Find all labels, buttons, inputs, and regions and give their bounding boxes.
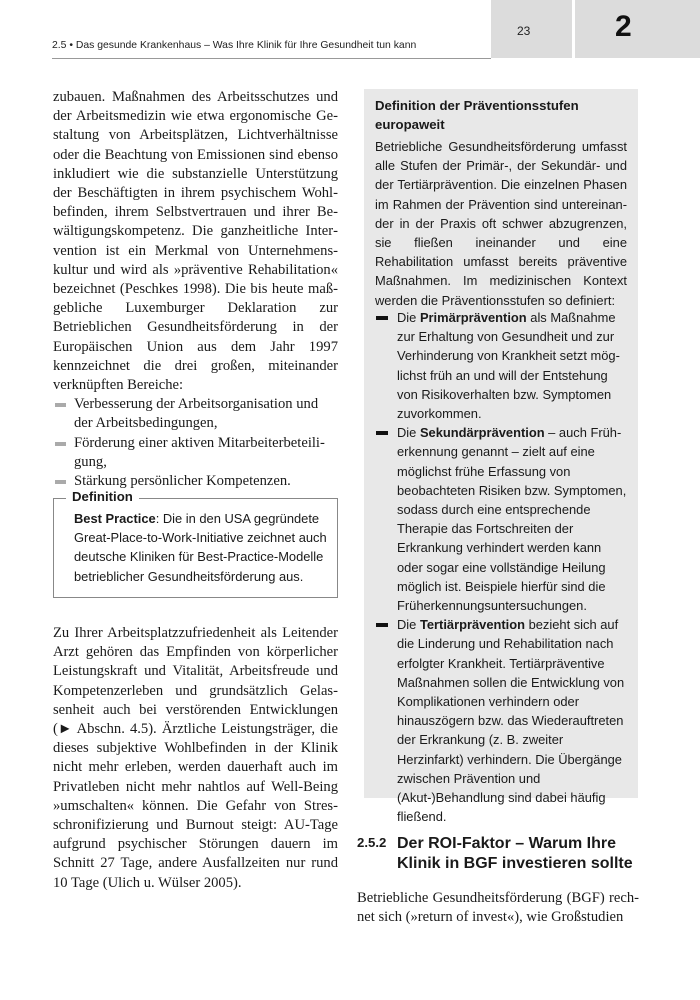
section-body: Betriebliche Gesundheitsförderung (BGF) rechnet sich (»return of invest«), wie Großstudien <box>357 890 639 926</box>
item-term: Primärprävention <box>419 310 527 325</box>
bullet-list <box>53 395 338 491</box>
item-text: – auch Früherkennung genannt – zielt auf eine möglichst frühe Erfassung von beobachteten Risiken bzw. Symptomen, sodass durch eine entsprechende Therapie das Fortschreiten der Erkrankung verhindert werden kann oder sogar eine vollständige Heilung möglich ist. Beispiele hierfür sind die Früherkennungsuntersuchungen. <box>397 425 627 614</box>
section-number: 2.5.2 <box>357 835 387 850</box>
section-title: Der ROI-Faktor – Warum Ihre Klinik in BGF investieren sollte <box>397 835 633 872</box>
left-column-bottom <box>53 624 338 893</box>
definition-text <box>74 509 330 586</box>
header-rule <box>52 58 491 59</box>
definition-term: Best Practice <box>74 511 156 526</box>
dash-bullet-icon <box>376 431 388 435</box>
prevention-item <box>375 423 627 615</box>
dash-bullet-icon <box>376 316 388 320</box>
body-paragraph-1: zubauen. Maßnahmen des Arbeitsschutzes und der Arbeitsmedizin wie etwa ergonomische Gestaltung von Arbeitsplätzen, Lichtverhältnisse oder die Beachtung von Emissionen sind ebenso inkludiert wie die substanzielle Unterstützung der Beschäftigten in ihrem psychischem Wohlbefinden, ihrem Selbstvertrauen und ihrer Bewältigungskompetenz. Die ganzheitliche Intervention ist ein Merkmal von Unternehmenskultur und wird als »präventive Rehabilitation« bezeichnet (Peschkes 1998). Die bis heute maßgebliche Luxemburger Deklaration zur Betrieblichen Gesundheitsförderung in der Europäischen Union aus dem Jahr 1997 kennzeichnet die drei großen, miteinander verknüpften Bereiche: <box>53 89 338 394</box>
prevention-list <box>375 308 627 826</box>
item-term: Tertiärprävention <box>419 617 525 633</box>
prevention-item <box>375 308 627 423</box>
dash-bullet-icon <box>55 442 66 446</box>
bullet-item <box>53 395 338 433</box>
bullet-item <box>53 434 338 472</box>
dash-bullet-icon <box>55 480 66 484</box>
page-number: 23 <box>517 24 531 38</box>
definition-title: Definition <box>66 489 139 504</box>
item-pre: Die <box>397 617 420 633</box>
running-head: 2.5 • Das gesunde Krankenhaus – Was Ihre Klinik für Ihre Gesundheit tun kann <box>52 40 417 51</box>
dash-bullet-icon <box>376 623 388 627</box>
dash-bullet-icon <box>55 403 66 407</box>
panel-intro: Betriebliche Gesundheitsförderung umfasst alle Stufen der Primär-, der Sekundär- und der Tertiärprävention. Die einzelnen Phasen im Rahmen der Prävention sind untereinander in der Praxis oft schwer abzugrenzen, sie fließen ineinander und eine Rehabilitation umfasst bereits präventive Maßnahmen. Im medizinischen Kontext werden die Präventionsstufen so definiert: <box>375 139 627 308</box>
tab-divider <box>572 0 575 58</box>
item-term: Sekundärprävention <box>419 425 545 441</box>
item-text: als Maßnahme zur Erhaltung von Gesundheit und zur Verhinderung von Krankheit setzt möglichst früh an und will der Entstehung von Risikoverhalten bzw. Symptomen zuvorkommen. <box>397 310 620 422</box>
bullet-text: Förderung einer aktiven Mitarbeiterbeteiligung, <box>74 434 325 470</box>
chapter-number: 2 <box>615 10 632 43</box>
bullet-text: Verbesserung der Arbeitsorganisation und der Arbeitsbedingungen, <box>74 396 319 432</box>
item-pre: Die <box>397 310 420 325</box>
body-paragraph-2: Zu Ihrer Arbeitsplatzzufriedenheit als Leitender Arzt gehören das Empfinden von körperlicher Leistungskraft und Vitalität, Arbeitsfreude und Kompetenzerleben und grundsätzlich Gelassenheit auch bei verstörenden Entwicklungen (► Abschn. 4.5). Ärztliche Leistungsträger, die dieses subjektive Wohlbefinden in der Klinik nicht mehr erleben, werden dauerhaft auch im Privatleben nicht mehr nahtlos auf Well-Being »umschalten« können. Die Gefahr von Stresschronifizierung und Burnout steigt: AU-Tage aufgrund psychischer Störungen dauern im Schnitt 27 Tage, andere Ausfallzeiten nur rund 10 Tage (Ulich u. Wülser 2005). <box>53 625 338 891</box>
left-column-top <box>53 88 338 491</box>
item-text: bezieht sich auf die Linderung und Rehabilitation nach erfolgter Krankheit. Tertiärpräventive Maßnahmen sollen die Entwicklung von Komplikationen verhindern oder hinauszögern bzw. das Wiederauftreten der Erkrankung (z. B. zweiter Herzinfarkt) verhindern. Die Übergänge zwischen Prävention und (Akut-)Behandlung sind dabei häufig fließend. <box>397 617 625 825</box>
panel-title: Definition der Präventionsstufen europaweit <box>375 98 579 133</box>
bullet-text: Stärkung persönlicher Kompetenzen. <box>74 473 291 490</box>
definition-body: : Die in den USA gegründete Great-Place-to-Work-Initiative zeichnet auch deutsche Kliniken für Best-Practice-Modelle betrieblicher Gesundheitsförderung aus. <box>74 511 327 584</box>
prevention-item <box>375 615 627 826</box>
item-pre: Die <box>397 425 420 441</box>
